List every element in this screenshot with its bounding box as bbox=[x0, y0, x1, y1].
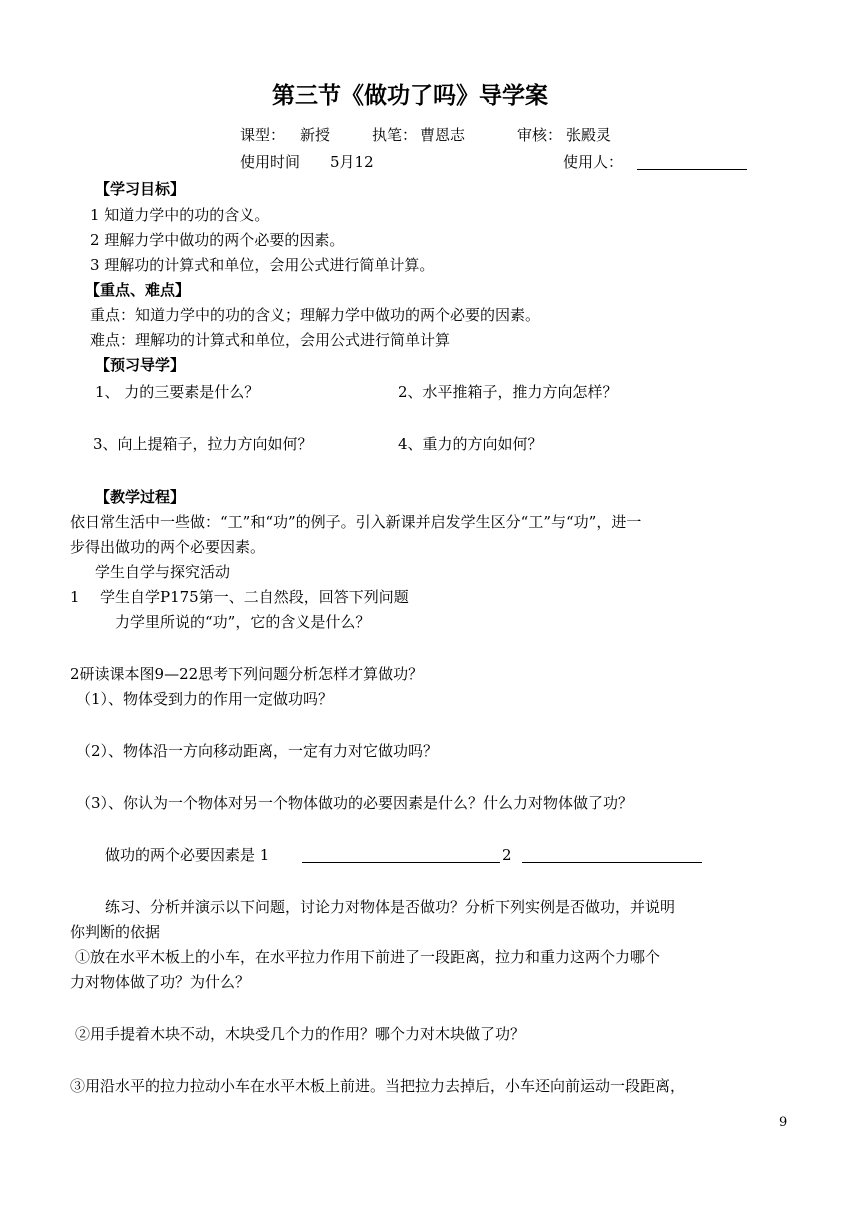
step-2-question-2: （2）、物体沿一方向移动距离，一定有力对它做功吗？ bbox=[76, 742, 439, 760]
example-3: ③用沿水平的拉力拉动小车在水平木板上前进。当把拉力去掉后，小车还向前运动一段距离， bbox=[70, 1077, 686, 1095]
keypoints-heading: 【重点、难点】 bbox=[85, 281, 191, 299]
step-2-text: 2研读课本图9—22思考下列问题分析怎样才算做功？ bbox=[70, 665, 424, 683]
goal-item: 1 知道力学中的功的含义。 bbox=[90, 206, 270, 224]
factor-2-blank[interactable] bbox=[522, 848, 702, 866]
meta-user-blank[interactable] bbox=[637, 155, 747, 173]
preview-question-3: 3、向上提箱子，拉力方向如何？ bbox=[93, 435, 313, 453]
step-1-question: 力学里所说的“功”，它的含义是什么？ bbox=[115, 613, 371, 631]
meta-time-label: 使用时间 bbox=[240, 153, 301, 171]
difficult-point: 难点：理解功的计算式和单位，会用公式进行简单计算 bbox=[90, 331, 451, 349]
meta-user-label: 使用人： bbox=[563, 153, 624, 171]
meta-time-value: 5月12 bbox=[330, 153, 374, 171]
practice-line-2: 你判断的依据 bbox=[70, 923, 161, 941]
meta-reviewer-value: 张殿灵 bbox=[566, 126, 612, 144]
key-point: 重点：知道力学中的功的含义；理解力学中做功的两个必要的因素。 bbox=[90, 306, 541, 324]
meta-writer-label: 执笔： bbox=[372, 126, 418, 144]
goal-item: 2 理解力学中做功的两个必要的因素。 bbox=[90, 231, 345, 249]
factors-label: 做功的两个必要因素是 1 bbox=[105, 846, 270, 864]
example-2: ②用手提着木块不动，木块受几个力的作用？哪个力对木块做了功？ bbox=[75, 1025, 526, 1043]
goals-heading: 【学习目标】 bbox=[95, 180, 186, 198]
step-1-text: 学生自学P175第一、二自然段，回答下列问题 bbox=[100, 588, 409, 606]
example-1-line-1: ①放在水平木板上的小车，在水平拉力作用下前进了一段距离，拉力和重力这两个力哪个 bbox=[75, 948, 661, 966]
preview-question-1: 1、 力的三要素是什么？ bbox=[95, 383, 260, 401]
step-2-question-1: （1）、物体受到力的作用一定做功吗？ bbox=[76, 690, 334, 708]
preview-question-2: 2、水平推箱子，推力方向怎样？ bbox=[398, 383, 618, 401]
meta-type-value: 新授 bbox=[300, 126, 331, 144]
page-title: 第三节《做功了吗》导学案 bbox=[272, 83, 548, 109]
page-number: 9 bbox=[779, 1115, 788, 1130]
step-1-number: 1 bbox=[70, 588, 80, 606]
example-1-line-2: 力对物体做了功？为什么？ bbox=[70, 973, 251, 991]
meta-type-label: 课型： bbox=[240, 126, 286, 144]
preview-question-4: 4、重力的方向如何？ bbox=[398, 435, 543, 453]
step-2-question-3: （3）、你认为一个物体对另一个物体做功的必要因素是什么？什么力对物体做了功？ bbox=[76, 794, 634, 812]
process-heading: 【教学过程】 bbox=[95, 488, 186, 506]
goal-item: 3 理解功的计算式和单位，会用公式进行简单计算。 bbox=[90, 256, 435, 274]
factor-2-label: 2 bbox=[502, 846, 512, 864]
meta-reviewer-label: 审核： bbox=[517, 126, 563, 144]
process-intro-line-2: 步得出做功的两个必要因素。 bbox=[70, 538, 266, 556]
process-intro-line-1: 依日常生活中一些做：“工”和“功”的例子。引入新课并启发学生区分“工”与“功”，进一 bbox=[70, 513, 642, 531]
practice-line-1: 练习、分析并演示以下问题，讨论力对物体是否做功？分析下列实例是否做功，并说明 bbox=[105, 898, 676, 916]
preview-heading: 【预习导学】 bbox=[95, 356, 186, 374]
meta-writer-value: 曹恩志 bbox=[420, 126, 466, 144]
activity-title: 学生自学与探究活动 bbox=[95, 563, 231, 581]
factor-1-blank[interactable] bbox=[302, 848, 500, 866]
